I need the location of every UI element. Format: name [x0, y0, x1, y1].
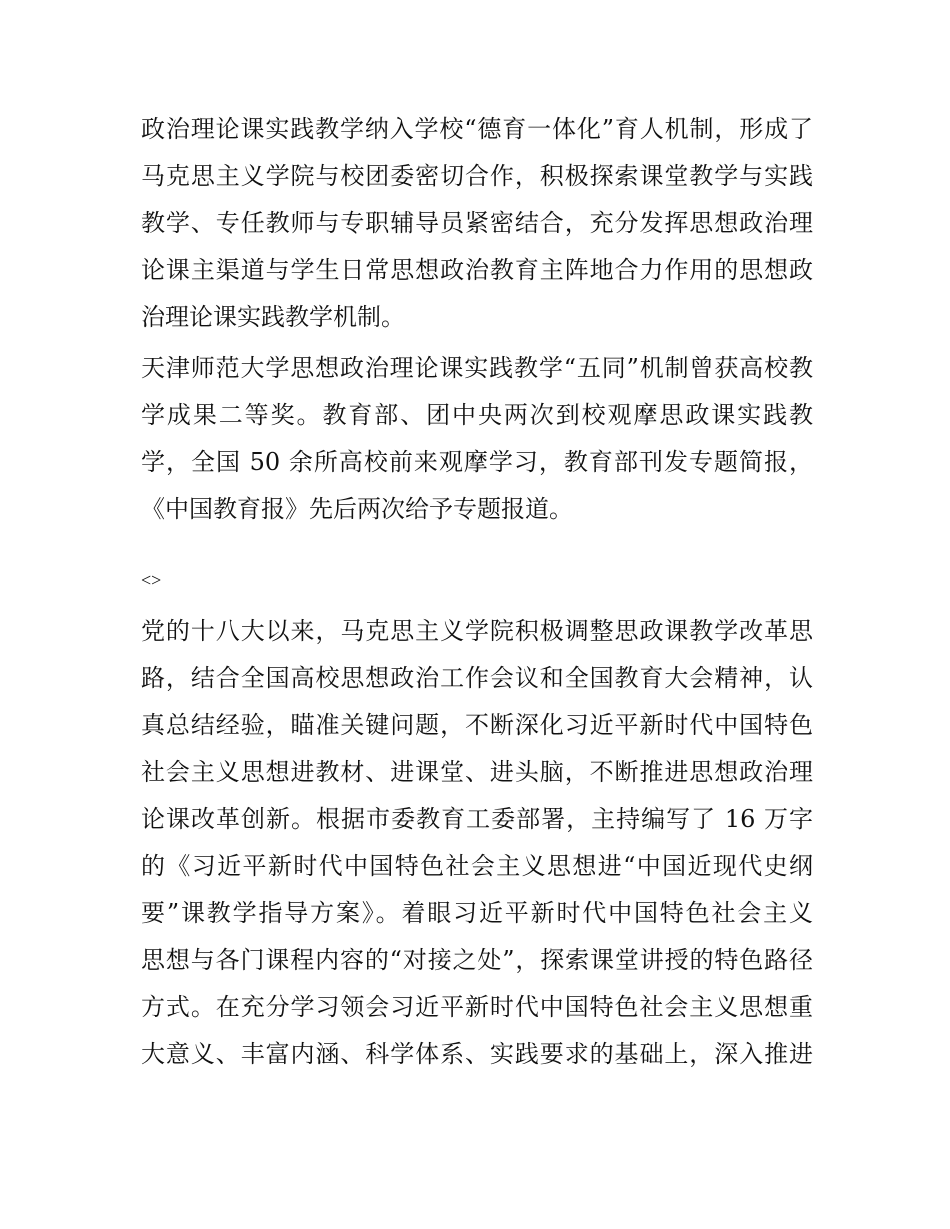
text-line: 学成果二等奖。教育部、团中央两次到校观摩思政课实践教: [141, 401, 813, 429]
paragraph-practice-mechanism: [141, 106, 813, 341]
text-line: 的《习近平新时代中国特色社会主义思想进“中国近现代史纲: [141, 852, 813, 880]
section-marker: [141, 565, 813, 595]
paragraph-awards: [141, 345, 813, 533]
text-line: 治理论课实践教学机制。: [141, 303, 405, 331]
text-line: 要”课教学指导方案》。着眼习近平新时代中国特色社会主义: [141, 899, 813, 927]
text-line: 政治理论课实践教学纳入学校“德育一体化”育人机制，形成了: [141, 115, 813, 143]
text-line: 社会主义思想进教材、进课堂、进头脑，不断推进思想政治理: [141, 758, 813, 786]
text-line: 真总结经验，瞄准关键问题，不断深化习近平新时代中国特色: [141, 711, 813, 739]
text-line: 论课改革创新。根据市委教育工委部署，主持编写了 16 万字: [141, 805, 813, 833]
marker-text: <>: [141, 570, 162, 590]
text-line: 思想与各门课程内容的“对接之处”，探索课堂讲授的特色路径: [141, 946, 813, 974]
text-line: 路，结合全国高校思想政治工作会议和全国教育大会精神，认: [141, 664, 813, 692]
text-line: 学，全国 50 余所高校前来观摩学习，教育部刊发专题简报，: [141, 448, 813, 476]
text-line: 方式。在充分学习领会习近平新时代中国特色社会主义思想重: [141, 993, 813, 1021]
text-line: 天津师范大学思想政治理论课实践教学“五同”机制曾获高校教: [141, 354, 813, 382]
text-line: 教学、专任教师与专职辅导员紧密结合，充分发挥思想政治理: [141, 209, 813, 237]
paragraph-reform: [141, 608, 813, 1078]
text-line: 《中国教育报》先后两次给予专题报道。: [141, 495, 573, 523]
text-line: 大意义、丰富内涵、科学体系、实践要求的基础上，深入推进: [141, 1040, 813, 1068]
text-line: 党的十八大以来，马克思主义学院积极调整思政课教学改革思: [141, 617, 813, 645]
text-line: 马克思主义学院与校团委密切合作，积极探索课堂教学与实践: [141, 162, 813, 190]
text-line: 论课主渠道与学生日常思想政治教育主阵地合力作用的思想政: [141, 256, 813, 284]
